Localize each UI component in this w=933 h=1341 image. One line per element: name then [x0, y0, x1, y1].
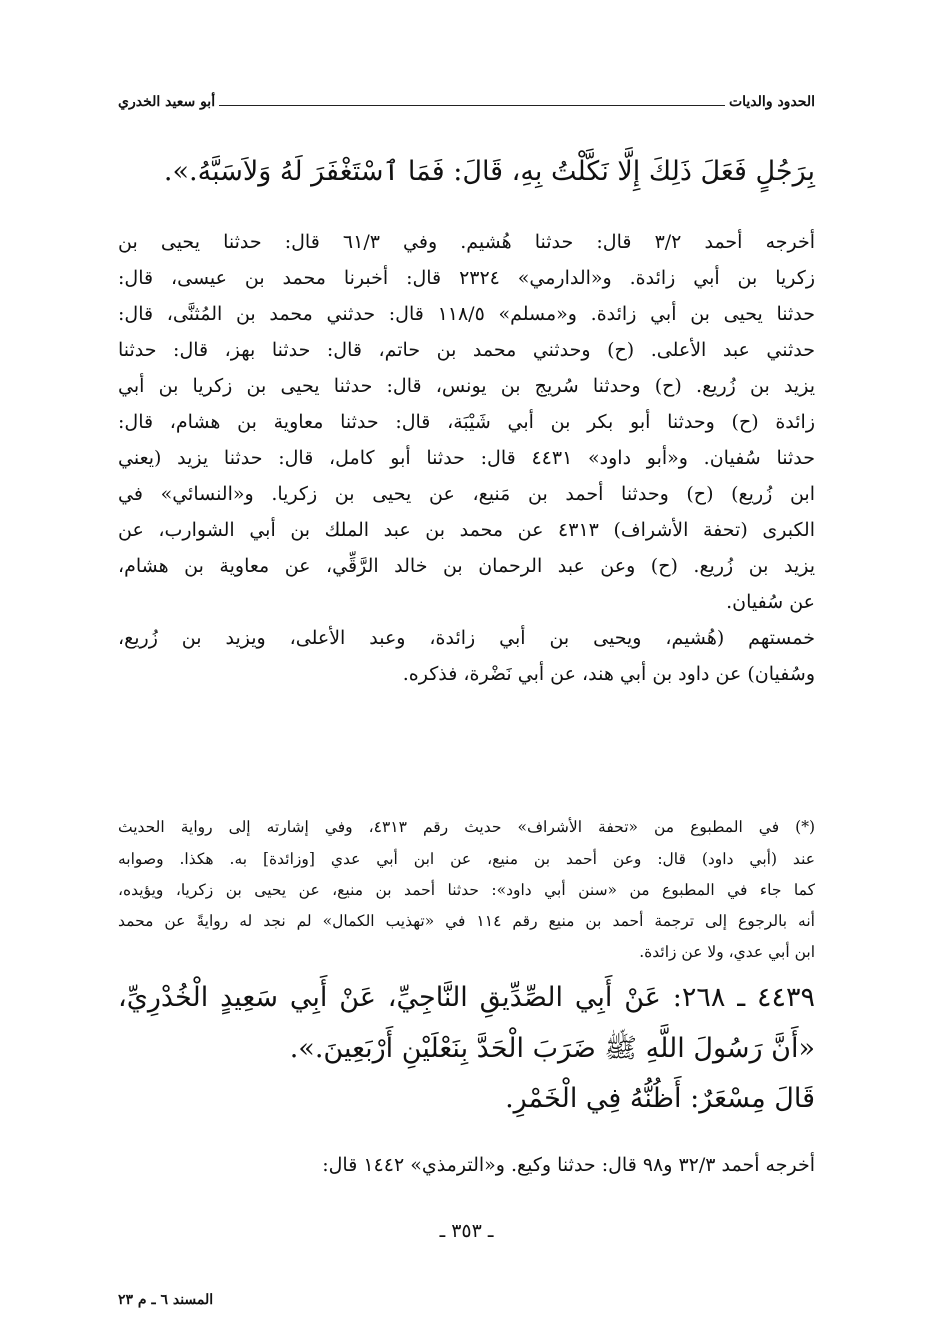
text-line: أخرجه أحمد ٣/٢ قال: حدثنا هُشيم. وفي ٦١/٣ قال: حدثنا يحيى بن [118, 231, 816, 253]
header-rule [219, 105, 725, 106]
footnote-line: عند (أبي داود) قال: وعن أحمد بن منيع، عن ابن أبي عدي [وزائدة] به. هكذا. وصوابه [118, 850, 815, 868]
takhrij-line: أخرجه أحمد ٣٢/٣ و٩٨ قال: حدثنا وكيع. و«الترمذي» ١٤٤٢ قال: [322, 1154, 815, 1176]
signature-mark: المسند ٦ ـ م ٢٣ [118, 1292, 214, 1308]
header-companion: أبو سعيد الخدري [118, 94, 216, 110]
hadith-line: ٤٤٣٩ ـ ٢٦٨: عَنْ أَبِي الصِّدِّيقِ النَّاجِيِّ، عَنْ أَبِي سَعِيدٍ الْخُدْرِيِّ، [118, 982, 815, 1013]
text-line: زائدة (ح) وحدثنا أبو بكر بن أبي شَيْبَة، قال: حدثنا معاوية بن هشام، قال: [118, 411, 815, 433]
text-line: زكريا بن أبي زائدة. و«الدارمي» ٢٣٢٤ قال: أخبرنا محمد بن عيسى، قال: [118, 267, 815, 289]
verse-end: بِرَجُلٍ فَعَلَ ذَلِكَ إِلَّا نَكَّلْتُ بِهِ، قَالَ: فَمَا ٱسْتَغْفَرَ لَهُ وَلاَسَبَّهُ.». [163, 156, 815, 187]
page-number: ـ ٣٥٣ ـ [439, 1220, 494, 1242]
text-line: ابن زُريع) (ح) وحدثنا أحمد بن مَنيع، عن يحيى بن زكريا. و«النسائي» في [118, 483, 815, 505]
footnote-line: (*) في المطبوع من «تحفة الأشراف» حديث رقم ٤٣١٣، وفي إشارته إلى رواية الحديث [118, 818, 815, 836]
footnote-line: كما جاء في المطبوع من «سنن أبي داود»: حدثنا أحمد بن منيع، عن يحيى بن زكريا، ويؤيده، [118, 881, 815, 899]
text-line: حدثني عبد الأعلى. (ح) وحدثني محمد بن حاتم، قال: حدثنا بهز، قال: حدثنا [118, 339, 815, 361]
footnote-line: أنه بالرجوع إلى ترجمة أحمد بن منيع رقم ١١٤ في «تهذيب الكمال» لم نجد له روايةً عن محمد [118, 912, 815, 930]
text-line: يزيد بن زُريع. (ح) وحدثنا سُريج بن يونس، قال: حدثنا يحيى بن زكريا بن أبي [118, 375, 815, 397]
text-line: خمستهم (هُشيم، ويحيى بن أبي زائدة، وعبد الأعلى، ويزيد بن زُريع، [118, 627, 815, 649]
hadith-line: «أَنَّ رَسُولَ اللَّهِ ﷺ ضَرَبَ الْحَدَّ بِنَعْلَيْنِ أَرْبَعِينَ.». [289, 1033, 815, 1064]
text-line: حدثنا يحيى بن أبي زائدة. و«مسلم» ١١٨/٥ قال: حدثني محمد بن المُثنَّى، قال: [118, 303, 815, 325]
hadith-line: قَالَ مِسْعَرٌ: أَظُنُّهُ فِي الْخَمْرِ. [505, 1083, 815, 1114]
text-line: عن سُفيان. [726, 591, 815, 613]
text-line: الكبرى (تحفة الأشراف) ٤٣١٣ عن محمد بن عبد الملك بن أبي الشوارب، عن [118, 519, 816, 541]
text-line: حدثنا سُفيان. و«أبو داود» ٤٤٣١ قال: حدثنا أبو كامل، قال: حدثنا يزيد (يعني [118, 447, 815, 469]
text-line: وسُفيان) عن داود بن أبي هند، عن أبي نَضْرة، فذكره. [402, 663, 815, 685]
running-header [118, 94, 815, 110]
header-chapter: الحدود والديات [728, 94, 815, 110]
text-line: يزيد بن زُريع. (ح) وعن عبد الرحمان بن خالد الرَّقِّي، عن معاوية بن هشام، [118, 555, 815, 577]
footnote-line: ابن أبي عدي، ولا عن زائدة. [639, 943, 815, 961]
